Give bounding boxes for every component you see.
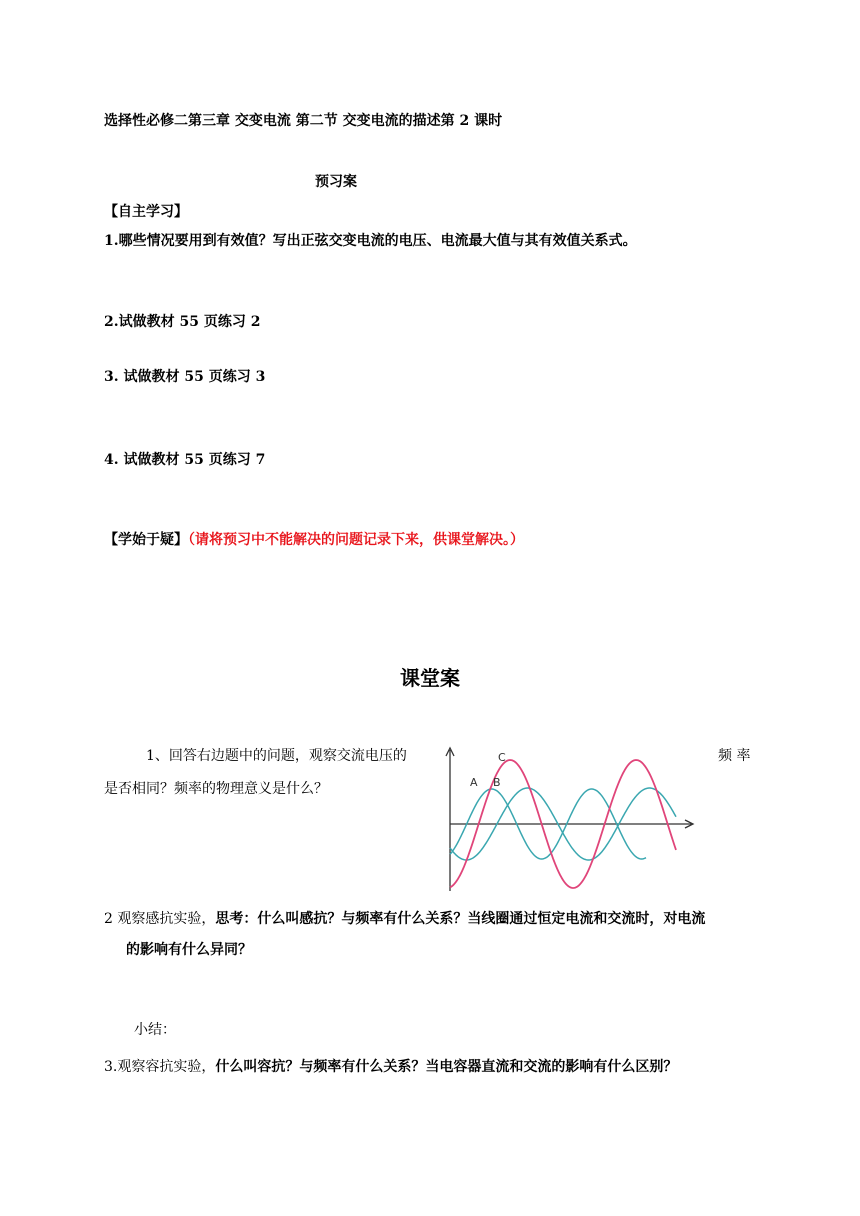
self-study-heading: 【自主学习】 bbox=[104, 204, 188, 220]
item-2-line-1 bbox=[104, 910, 705, 928]
item-1-line-2: 是否相同？频率的物理意义是什么？ bbox=[104, 781, 328, 797]
course-header: 选择性必修二第三章 交变电流 第二节 交变电流的描述第 2 课时 bbox=[104, 113, 503, 129]
waveform-figure bbox=[446, 748, 696, 893]
preview-title: 预习案 bbox=[315, 174, 357, 190]
question-4: 4. 试做教材 55 页练习 7 bbox=[104, 452, 266, 468]
item-2-line-2: 的影响有什么异同？ bbox=[126, 942, 252, 958]
item-3-line bbox=[104, 1058, 677, 1076]
label-a: A bbox=[470, 776, 478, 789]
question-2: 2.试做教材 55 页练习 2 bbox=[104, 314, 261, 330]
doubt-heading: 【学始于疑】 bbox=[104, 532, 188, 548]
summary-label: 小结： bbox=[134, 1022, 176, 1038]
item-2-question: 思考：什么叫感抗？与频率有什么关系？当线圈通过恒定电流和交流时，对电流 bbox=[215, 911, 706, 927]
label-c: C bbox=[498, 751, 506, 764]
item-3-prefix: 3.观察容抗实验， bbox=[104, 1059, 216, 1075]
item-1-text: 1、回答右边题中的问题，观察交流电压的 bbox=[146, 748, 407, 764]
item-3-question: 什么叫容抗？与频率有什么关系？当电容器直流和交流的影响有什么区别？ bbox=[215, 1059, 678, 1075]
question-3: 3. 试做教材 55 页练习 3 bbox=[104, 369, 266, 385]
doubt-line bbox=[104, 531, 524, 549]
classroom-title: 课堂案 bbox=[400, 666, 460, 690]
item-2-prefix: 2 观察感抗实验， bbox=[104, 911, 216, 927]
question-1: 1.哪些情况要用到有效值？写出正弦交变电流的电压、电流最大值与其有效值关系式。 bbox=[104, 233, 637, 249]
doubt-note: （请将预习中不能解决的问题记录下来，供课堂解决。） bbox=[188, 532, 524, 548]
item-1-frequency: 频 率 bbox=[718, 748, 751, 764]
label-b: B bbox=[493, 776, 501, 789]
